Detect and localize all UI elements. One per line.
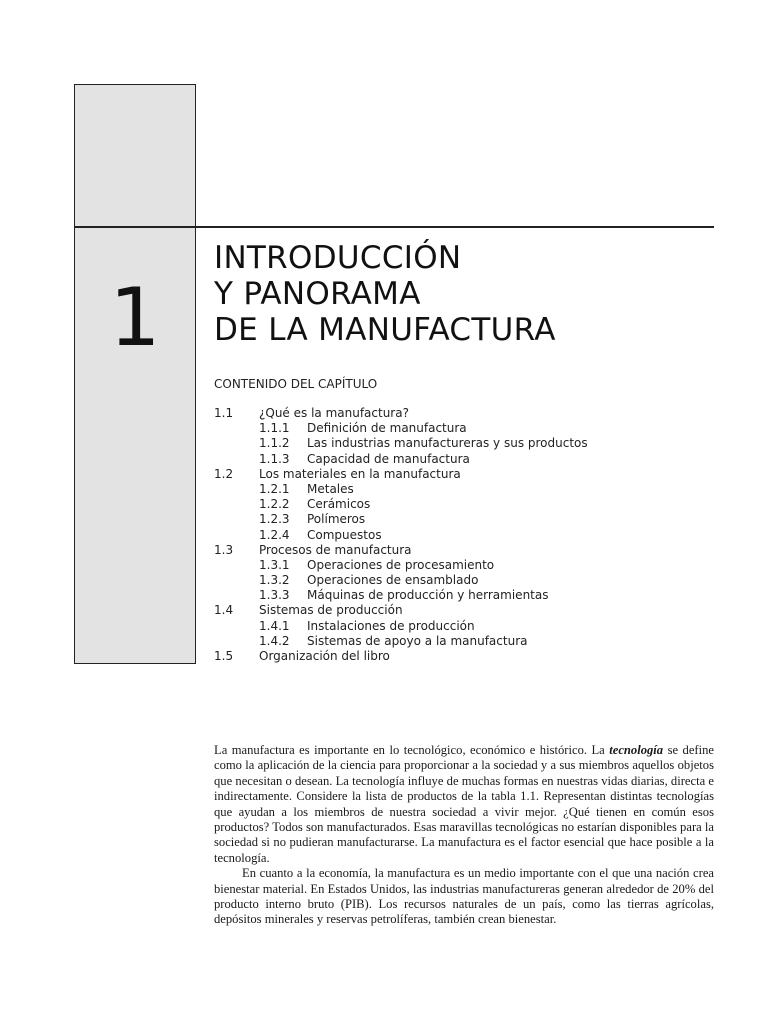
toc-section xyxy=(214,406,714,421)
toc-subsection xyxy=(214,436,714,451)
toc-label: Operaciones de procesamiento xyxy=(307,557,495,572)
toc-number: 1.5 xyxy=(214,649,234,663)
toc-number: 1.1.1 xyxy=(259,421,290,436)
toc-number: 1.2.1 xyxy=(259,481,290,496)
toc-number: 1.1 xyxy=(214,406,234,420)
toc-number: 1.4.2 xyxy=(259,633,290,648)
toc-label: Compuestos xyxy=(307,527,382,542)
toc-label: Las industrias manufactureras y sus productos xyxy=(307,436,588,451)
toc-section xyxy=(214,543,714,558)
toc-label: Sistemas de apoyo a la manufactura xyxy=(307,633,528,648)
chapter-title-line: DE LA MANUFACTURA xyxy=(214,312,556,348)
toc-label: Metales xyxy=(307,481,354,496)
paragraph xyxy=(214,743,714,866)
paragraph: En cuanto a la economía, la manufactura es un medio importante con el que una nación crea bienestar material. En Estados Unidos, las industrias manufactureras generan alrededor de 20% del producto interno bruto (PIB). Los recursos naturales de un país, como las tierras agrícolas, depósitos minerales y reservas petrolíferas, también crean bienestar. xyxy=(214,866,714,927)
toc-number: 1.3 xyxy=(214,542,234,557)
toc-label: Instalaciones de producción xyxy=(307,618,475,633)
toc-label: Capacidad de manufactura xyxy=(307,451,470,466)
toc-label: Operaciones de ensamblado xyxy=(307,573,479,588)
toc-subsection xyxy=(214,512,714,527)
chapter-number-panel xyxy=(74,84,196,664)
toc-label: Organización del libro xyxy=(259,649,390,663)
toc-number: 1.3.3 xyxy=(259,588,290,603)
toc-number: 1.4.1 xyxy=(259,618,290,633)
toc-subsection xyxy=(214,558,714,573)
toc-label: Sistemas de producción xyxy=(259,603,403,618)
toc-number: 1.1.3 xyxy=(259,451,290,466)
paragraph-text: La manufactura es importante en lo tecnológico, económico e histórico. La xyxy=(214,743,610,757)
title-rule xyxy=(74,226,714,228)
toc-section xyxy=(214,467,714,482)
toc-label: Los materiales en la manufactura xyxy=(259,466,461,481)
chapter-title-line: Y PANORAMA xyxy=(214,276,421,312)
toc-number: 1.2.4 xyxy=(259,527,290,542)
toc-subsection xyxy=(214,452,714,467)
toc-section xyxy=(214,603,714,618)
chapter-number: 1 xyxy=(109,271,161,364)
emphasis-term: tecnología xyxy=(609,743,664,757)
toc-number: 1.3.2 xyxy=(259,573,290,588)
toc-subsection xyxy=(214,497,714,512)
toc-label: Definición de manufactura xyxy=(307,421,467,436)
contents-heading: CONTENIDO DEL CAPÍTULO xyxy=(214,377,378,391)
chapter-title xyxy=(214,240,556,348)
toc-label: Cerámicos xyxy=(307,497,371,512)
chapter-title-line: INTRODUCCIÓN xyxy=(214,240,462,276)
body-text xyxy=(214,743,714,928)
toc-subsection xyxy=(214,528,714,543)
toc-subsection xyxy=(214,482,714,497)
toc-number: 1.1.2 xyxy=(259,436,290,451)
toc-number: 1.4 xyxy=(214,603,234,618)
toc-number: 1.3.1 xyxy=(259,557,290,572)
toc-subsection xyxy=(214,421,714,436)
toc-number: 1.2.3 xyxy=(259,512,290,527)
toc-subsection xyxy=(214,619,714,634)
toc-subsection xyxy=(214,634,714,649)
toc-subsection xyxy=(214,573,714,588)
toc-number: 1.2.2 xyxy=(259,497,290,512)
toc-section xyxy=(214,649,714,664)
toc-label: Procesos de manufactura xyxy=(259,542,412,557)
toc-number: 1.2 xyxy=(214,466,234,481)
toc-label: Máquinas de producción y herramientas xyxy=(307,588,549,603)
toc-label: ¿Qué es la manufactura? xyxy=(259,406,409,420)
toc-subsection xyxy=(214,588,714,603)
paragraph-text: se define como la aplicación de la ciencia para proporcionar a la sociedad y a sus miembros aquellos objetos que necesitan o desean. La tecnología influye de muchas formas en nuestras vidas diarias, directa e indirectamente. Considere la lista de productos de la tabla 1.1. Representan distintas tecnologías que ayudan a los miembros de nuestra sociedad a vivir mejor. ¿Qué tienen en común esos productos? Todos son manufacturados. Esas maravillas tecnológicas no estarían disponibles para la sociedad si no pudieran manufacturarse. La manufactura es el factor esencial que hace posible a la tecnología. xyxy=(214,743,714,865)
toc-label: Polímeros xyxy=(307,512,366,527)
table-of-contents xyxy=(214,406,714,664)
